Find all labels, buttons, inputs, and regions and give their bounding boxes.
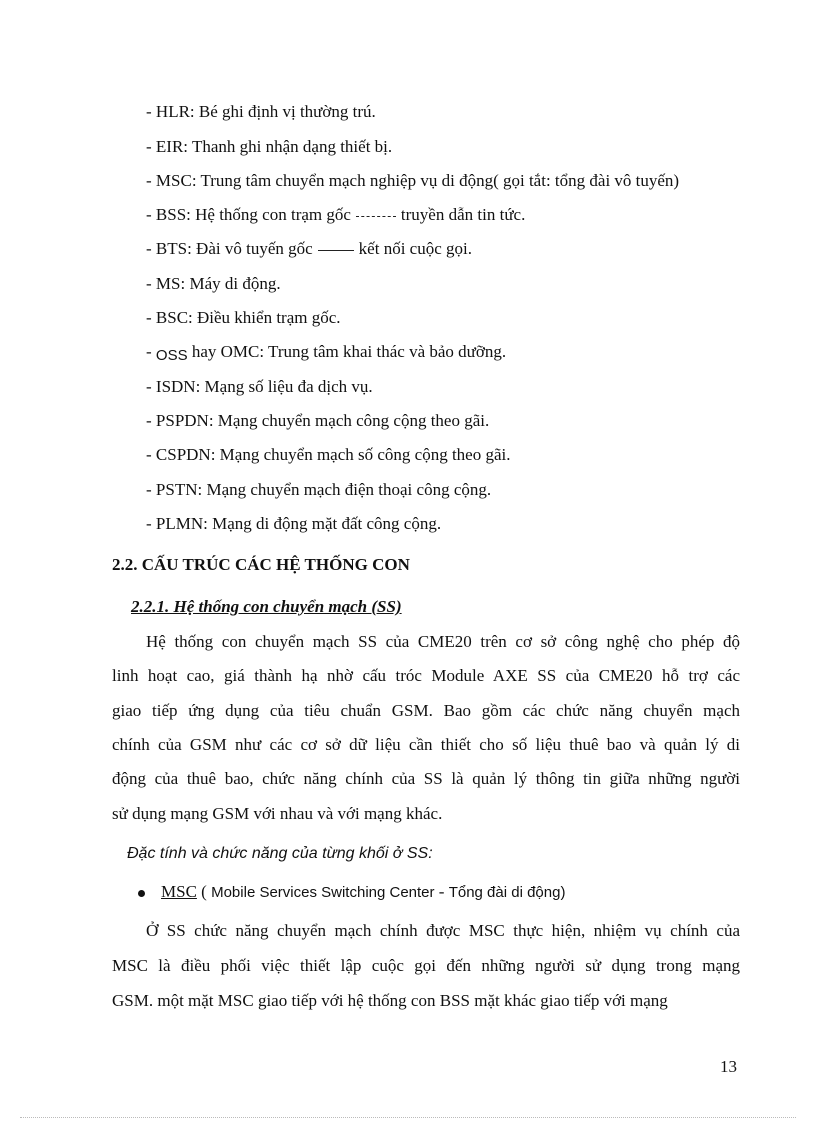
bullet-icon [138,890,145,897]
bullet-open: ( [196,882,212,901]
list-item-pspdn: - PSPDN: Mạng chuyển mạch công cộng theo gãi. [146,411,490,430]
list-item-eir: - EIR: Thanh ghi nhận dạng thiết bị. [146,137,393,156]
paragraph1-line: linh hoạt cao, giá thành hạ nhờ cấu tróc Module AXE SS của CME20 hỗ trợ các [112,666,740,685]
paragraph2-line: GSM. một mặt MSC giao tiếp với hệ thống con BSS mặt khác giao tiếp với mạng [112,991,668,1010]
list-item-bss-term: - BSS: Hệ thống con trạm gốc [146,205,351,224]
list-item-isdn: - ISDN: Mạng số liệu đa dịch vụ. [146,377,373,396]
list-item-oss-dash: - [146,342,156,361]
bullet-separator: - [434,882,449,901]
dotted-connector [356,216,396,217]
paragraph1-line: chính của GSM như các cơ sở dữ liệu cần thiết cho số liệu thuê bao và quản lý di [112,735,740,754]
features-intro: Đặc tính và chức năng của từng khối ở SS: [127,845,433,862]
line-connector [318,250,354,251]
list-item-oss [146,341,506,364]
footer-divider [20,1117,796,1118]
paragraph1-line: động của thuê bao, chức năng chính của SS là quản lý thông tin giữa những người [112,769,740,788]
bullet-english: Mobile Services Switching Center [211,884,435,901]
bullet-vietnamese: Tổng đài di động) [448,884,566,901]
paragraph1-line: giao tiếp ứng dụng của tiêu chuẩn GSM. Bao gồm các chức năng chuyển mạch [112,701,740,720]
list-item-bts-desc: kết nối cuộc gọi. [358,239,472,258]
paragraph2-line: MSC là điều phối việc thiết lập cuộc gọi đến những người sử dụng trong mạng [112,956,740,975]
list-item-oss-desc: hay OMC: Trung tâm khai thác và bảo dưỡng. [187,342,507,361]
list-item-bsc: - BSC: Điều khiển trạm gốc. [146,308,341,327]
list-item-bss [146,204,525,226]
bullet-abbr: MSC [161,882,197,901]
subsection-heading: 2.2.1. Hệ thống con chuyển mạch (SS) [131,597,402,616]
paragraph2-line: Ở SS chức năng chuyển mạch chính được MSC thực hiện, nhiệm vụ chính của [146,921,740,940]
paragraph1-line: sử dụng mạng GSM với nhau và với mạng khác. [112,804,443,823]
paragraph1-line: Hệ thống con chuyển mạch SS của CME20 trên cơ sở công nghệ cho phép độ [146,632,740,651]
list-item-plmn: - PLMN: Mạng di động mặt đất công cộng. [146,514,442,533]
list-item-msc: - MSC: Trung tâm chuyển mạch nghiệp vụ di động( gọi tắt: tổng đài vô tuyến) [146,171,680,190]
list-item-pstn: - PSTN: Mạng chuyển mạch điện thoại công cộng. [146,480,492,499]
bullet-item-msc [138,881,565,904]
list-item-oss-abbr: OSS [155,347,188,364]
list-item-bts [146,238,472,260]
list-item-ms: - MS: Máy di động. [146,274,281,293]
list-item-bts-term: - BTS: Đài vô tuyến gốc [146,239,313,258]
section-heading: 2.2. CẤU TRÚC CÁC HỆ THỐNG CON [112,555,410,574]
list-item-hlr: - HLR: Bé ghi định vị thường trú. [146,102,376,121]
list-item-bss-desc: truyền dẫn tin tức. [400,205,526,224]
list-item-cspdn: - CSPDN: Mạng chuyển mạch số công cộng theo gãi. [146,445,511,464]
page-number: 13 [720,1057,737,1076]
